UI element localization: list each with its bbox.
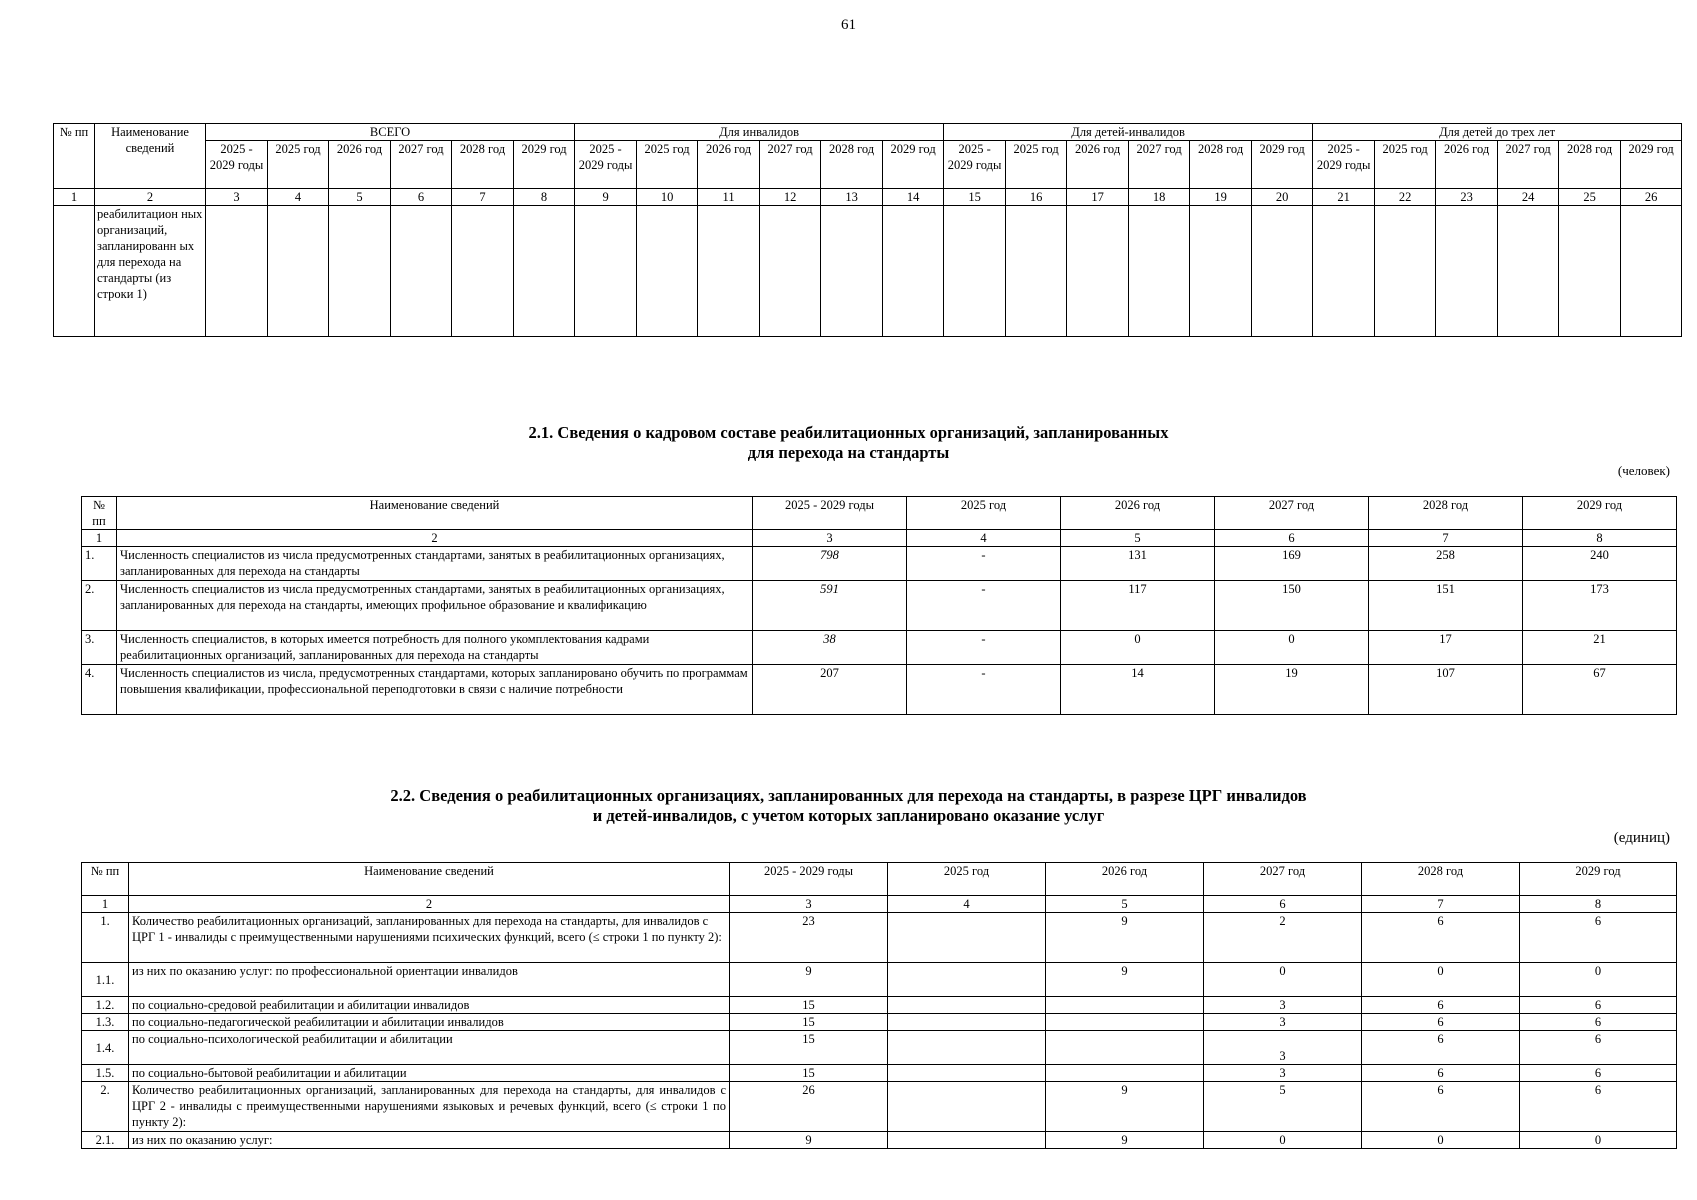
row-num: 1. [82,913,129,963]
row-total: 591 [753,581,907,631]
row-2026 [1046,1031,1204,1065]
year-header: 2029 год [1621,141,1682,189]
col-number: 12 [760,189,821,206]
group-header: Для инвалидов [575,124,944,141]
row-2027: 3 [1204,1065,1362,1082]
col-number: 6 [391,189,452,206]
row-2027: 3 [1204,1014,1362,1031]
row-num: 1.4. [82,1031,129,1065]
year-header: 2027 год [1129,141,1190,189]
row-total: 798 [753,547,907,581]
col-number: 4 [268,189,329,206]
year-header: 2026 год [1436,141,1498,189]
row-2025 [888,1014,1046,1031]
empty-cell [1621,206,1682,337]
col-number: 21 [1313,189,1375,206]
section-21-title-line2: для перехода на стандарты [747,443,950,462]
header-name: Наименование сведений [117,497,753,530]
empty-cell [1067,206,1129,337]
row-num: 3. [82,631,117,665]
row-name: по социально-бытовой реабилитации и абилитации [129,1065,730,1082]
row-total: 23 [730,913,888,963]
empty-cell [1498,206,1559,337]
year-header: 2026 год [698,141,760,189]
col-number: 4 [907,530,1061,547]
empty-cell [821,206,883,337]
col-number: 5 [1046,896,1204,913]
header-num: № пп [82,497,117,530]
col-number: 2 [129,896,730,913]
row-2027: 19 [1215,665,1369,715]
continuation-table [53,123,1682,337]
section-22-title-line2: и детей-инвалидов, с учетом которых запланировано оказание услуг [592,806,1105,825]
row-2025: - [907,581,1061,631]
header-num: № пп [54,124,95,189]
row-2028: 0 [1362,1132,1520,1149]
col-number: 26 [1621,189,1682,206]
year-header: 2026 год [329,141,391,189]
row-num: 1.5. [82,1065,129,1082]
row-name: из них по оказанию услуг: по профессиональной ориентации инвалидов [129,963,730,997]
group-header: ВСЕГО [206,124,575,141]
col-number: 2 [117,530,753,547]
col-number: 22 [1375,189,1436,206]
year-header: 2027 год [1498,141,1559,189]
col-number: 1 [54,189,95,206]
row-2025 [888,1065,1046,1082]
col-number: 17 [1067,189,1129,206]
empty-cell [637,206,698,337]
col-number: 3 [753,530,907,547]
year-header: 2027 год [760,141,821,189]
year-header: 2029 год [883,141,944,189]
row-2025 [888,963,1046,997]
row-name: реабилитацион ных организаций, запланированн ых для перехода на стандарты (из строки 1) [95,206,206,337]
row-2027: 0 [1215,631,1369,665]
year-header: 2025 год [637,141,698,189]
empty-cell [329,206,391,337]
unit-label: (человек) [1617,463,1670,478]
year-header: 2025 - 2029 годы [944,141,1006,189]
row-2026 [1046,1065,1204,1082]
header-2026: 2026 год [1046,863,1204,896]
col-number: 7 [452,189,514,206]
row-total: 15 [730,1014,888,1031]
header-name: Наименование сведений [95,124,206,189]
col-number: 7 [1362,896,1520,913]
empty-cell [514,206,575,337]
row-2028: 6 [1362,913,1520,963]
row-num [54,206,95,337]
row-2027: 3 [1204,1031,1362,1065]
row-2029: 0 [1520,963,1677,997]
section-22-title-line1: 2.2. Сведения о реабилитационных организациях, запланированных для перехода на стандарты, в разрезе ЦРГ инвалидов [390,786,1307,805]
row-2028: 17 [1369,631,1523,665]
row-2026 [1046,1014,1204,1031]
unit-label: (единиц) [1613,830,1670,846]
col-number: 9 [575,189,637,206]
row-2027: 2 [1204,913,1362,963]
row-2029: 6 [1520,1065,1677,1082]
row-2026: 131 [1061,547,1215,581]
header-name: Наименование сведений [129,863,730,896]
row-name: Численность специалистов из числа, предусмотренных стандартами, которых запланировано обучить по программам повышения квалификации, профессиональной переподготовки в связи с наличие потребности [117,665,753,715]
row-2029: 0 [1520,1132,1677,1149]
row-total: 15 [730,1031,888,1065]
row-total: 38 [753,631,907,665]
row-name: Численность специалистов, в которых имеется потребность для полного укомплектования кадрами реабилитационных организаций, запланированных для перехода на стандарты [117,631,753,665]
empty-cell [206,206,268,337]
row-num: 1. [82,547,117,581]
year-header: 2025 год [1006,141,1067,189]
year-header: 2028 год [821,141,883,189]
row-2028: 6 [1362,1014,1520,1031]
empty-cell [268,206,329,337]
col-number: 4 [888,896,1046,913]
row-name: по социально-средовой реабилитации и абилитации инвалидов [129,997,730,1014]
col-number: 7 [1369,530,1523,547]
col-number: 6 [1215,530,1369,547]
col-number: 8 [514,189,575,206]
col-number: 20 [1252,189,1313,206]
col-number: 18 [1129,189,1190,206]
row-2029: 173 [1523,581,1677,631]
row-num: 2. [82,1082,129,1132]
row-2028: 6 [1362,1031,1520,1065]
row-2029: 6 [1520,997,1677,1014]
empty-cell [1006,206,1067,337]
empty-cell [698,206,760,337]
row-2029: 6 [1520,1014,1677,1031]
section-21-title-line1: 2.1. Сведения о кадровом составе реабилитационных организаций, запланированных [528,423,1169,442]
header-2027: 2027 год [1204,863,1362,896]
row-2027: 150 [1215,581,1369,631]
empty-cell [760,206,821,337]
staff-table [81,496,1677,715]
year-header: 2029 год [514,141,575,189]
row-2026: 9 [1046,963,1204,997]
col-number: 8 [1520,896,1677,913]
col-number: 15 [944,189,1006,206]
row-2027: 3 [1204,997,1362,1014]
empty-cell [575,206,637,337]
year-header: 2025 - 2029 годы [206,141,268,189]
header-2029: 2029 год [1523,497,1677,530]
empty-cell [452,206,514,337]
col-number: 24 [1498,189,1559,206]
header-total: 2025 - 2029 годы [730,863,888,896]
row-name: Количество реабилитационных организаций, запланированных для перехода на стандарты, для инвалидов с ЦРГ 1 - инвалиды с преимущественными нарушениями психических функций, всего (≤ строки 1 по пункту 2): [129,913,730,963]
row-2028: 6 [1362,1065,1520,1082]
row-2025 [888,1031,1046,1065]
col-number: 8 [1523,530,1677,547]
col-number: 1 [82,530,117,547]
row-total: 9 [730,963,888,997]
row-total: 9 [730,1132,888,1149]
col-number: 3 [206,189,268,206]
row-2028: 258 [1369,547,1523,581]
row-2028: 151 [1369,581,1523,631]
row-2026: 117 [1061,581,1215,631]
empty-cell [391,206,452,337]
header-total: 2025 - 2029 годы [753,497,907,530]
row-2028: 6 [1362,997,1520,1014]
row-num: 1.2. [82,997,129,1014]
col-number: 5 [1061,530,1215,547]
header-2025: 2025 год [907,497,1061,530]
row-2027: 5 [1204,1082,1362,1132]
row-total: 15 [730,1065,888,1082]
row-2026: 14 [1061,665,1215,715]
row-num: 1.3. [82,1014,129,1031]
header-num: № пп [82,863,129,896]
col-number: 16 [1006,189,1067,206]
row-2029: 67 [1523,665,1677,715]
row-2028: 107 [1369,665,1523,715]
row-name: по социально-психологической реабилитации и абилитации [129,1031,730,1065]
row-2025 [888,997,1046,1014]
row-2025 [888,913,1046,963]
year-header: 2027 год [391,141,452,189]
group-header: Для детей до трех лет [1313,124,1682,141]
row-2025: - [907,665,1061,715]
year-header: 2028 год [1559,141,1621,189]
row-name: Численность специалистов из числа предусмотренных стандартами, занятых в реабилитационных организациях, запланированных для перехода на стандарты [117,547,753,581]
year-header: 2029 год [1252,141,1313,189]
row-2026: 9 [1046,1082,1204,1132]
empty-cell [944,206,1006,337]
empty-cell [1313,206,1375,337]
empty-cell [1436,206,1498,337]
year-header: 2025 - 2029 годы [1313,141,1375,189]
col-number: 1 [82,896,129,913]
orgs-table [81,862,1677,1149]
row-2027: 0 [1204,963,1362,997]
row-2027: 0 [1204,1132,1362,1149]
empty-cell [1375,206,1436,337]
header-2029: 2029 год [1520,863,1677,896]
row-2029: 6 [1520,1082,1677,1132]
year-header: 2028 год [1190,141,1252,189]
row-total: 26 [730,1082,888,1132]
col-number: 11 [698,189,760,206]
row-2025: - [907,631,1061,665]
col-number: 13 [821,189,883,206]
row-2028: 6 [1362,1082,1520,1132]
row-total: 207 [753,665,907,715]
row-num: 2. [82,581,117,631]
col-number: 2 [95,189,206,206]
group-header: Для детей-инвалидов [944,124,1313,141]
row-total: 15 [730,997,888,1014]
col-number: 3 [730,896,888,913]
row-num: 1.1. [82,963,129,997]
row-2029: 240 [1523,547,1677,581]
header-2025: 2025 год [888,863,1046,896]
header-2026: 2026 год [1061,497,1215,530]
row-name: Количество реабилитационных организаций, запланированных для перехода на стандарты, для инвалидов с ЦРГ 2 - инвалиды с преимущественными нарушениями языковых и речевых функций, всего (≤ строки 1 по пункту 2): [129,1082,730,1132]
empty-cell [883,206,944,337]
year-header: 2025 год [1375,141,1436,189]
col-number: 5 [329,189,391,206]
col-number: 23 [1436,189,1498,206]
row-2029: 6 [1520,1031,1677,1065]
row-2026 [1046,997,1204,1014]
row-name: Численность специалистов из числа предусмотренных стандартами, занятых в реабилитационных организациях, запланированных для перехода на стандарты, имеющих профильное образование и квалификацию [117,581,753,631]
empty-cell [1190,206,1252,337]
empty-cell [1129,206,1190,337]
row-2026: 9 [1046,1132,1204,1149]
row-2027: 169 [1215,547,1369,581]
header-2028: 2028 год [1362,863,1520,896]
year-header: 2025 - 2029 годы [575,141,637,189]
header-2027: 2027 год [1215,497,1369,530]
row-2026: 0 [1061,631,1215,665]
row-2025: - [907,547,1061,581]
year-header: 2025 год [268,141,329,189]
empty-cell [1559,206,1621,337]
year-header: 2026 год [1067,141,1129,189]
year-header: 2028 год [452,141,514,189]
page-number: 61 [841,17,856,33]
col-number: 19 [1190,189,1252,206]
row-2029: 21 [1523,631,1677,665]
col-number: 25 [1559,189,1621,206]
col-number: 14 [883,189,944,206]
header-2028: 2028 год [1369,497,1523,530]
row-num: 4. [82,665,117,715]
row-2025 [888,1132,1046,1149]
col-number: 6 [1204,896,1362,913]
row-2029: 6 [1520,913,1677,963]
empty-cell [1252,206,1313,337]
row-2028: 0 [1362,963,1520,997]
col-number: 10 [637,189,698,206]
row-2026: 9 [1046,913,1204,963]
row-name: из них по оказанию услуг: [129,1132,730,1149]
row-name: по социально-педагогической реабилитации и абилитации инвалидов [129,1014,730,1031]
row-2025 [888,1082,1046,1132]
row-num: 2.1. [82,1132,129,1149]
